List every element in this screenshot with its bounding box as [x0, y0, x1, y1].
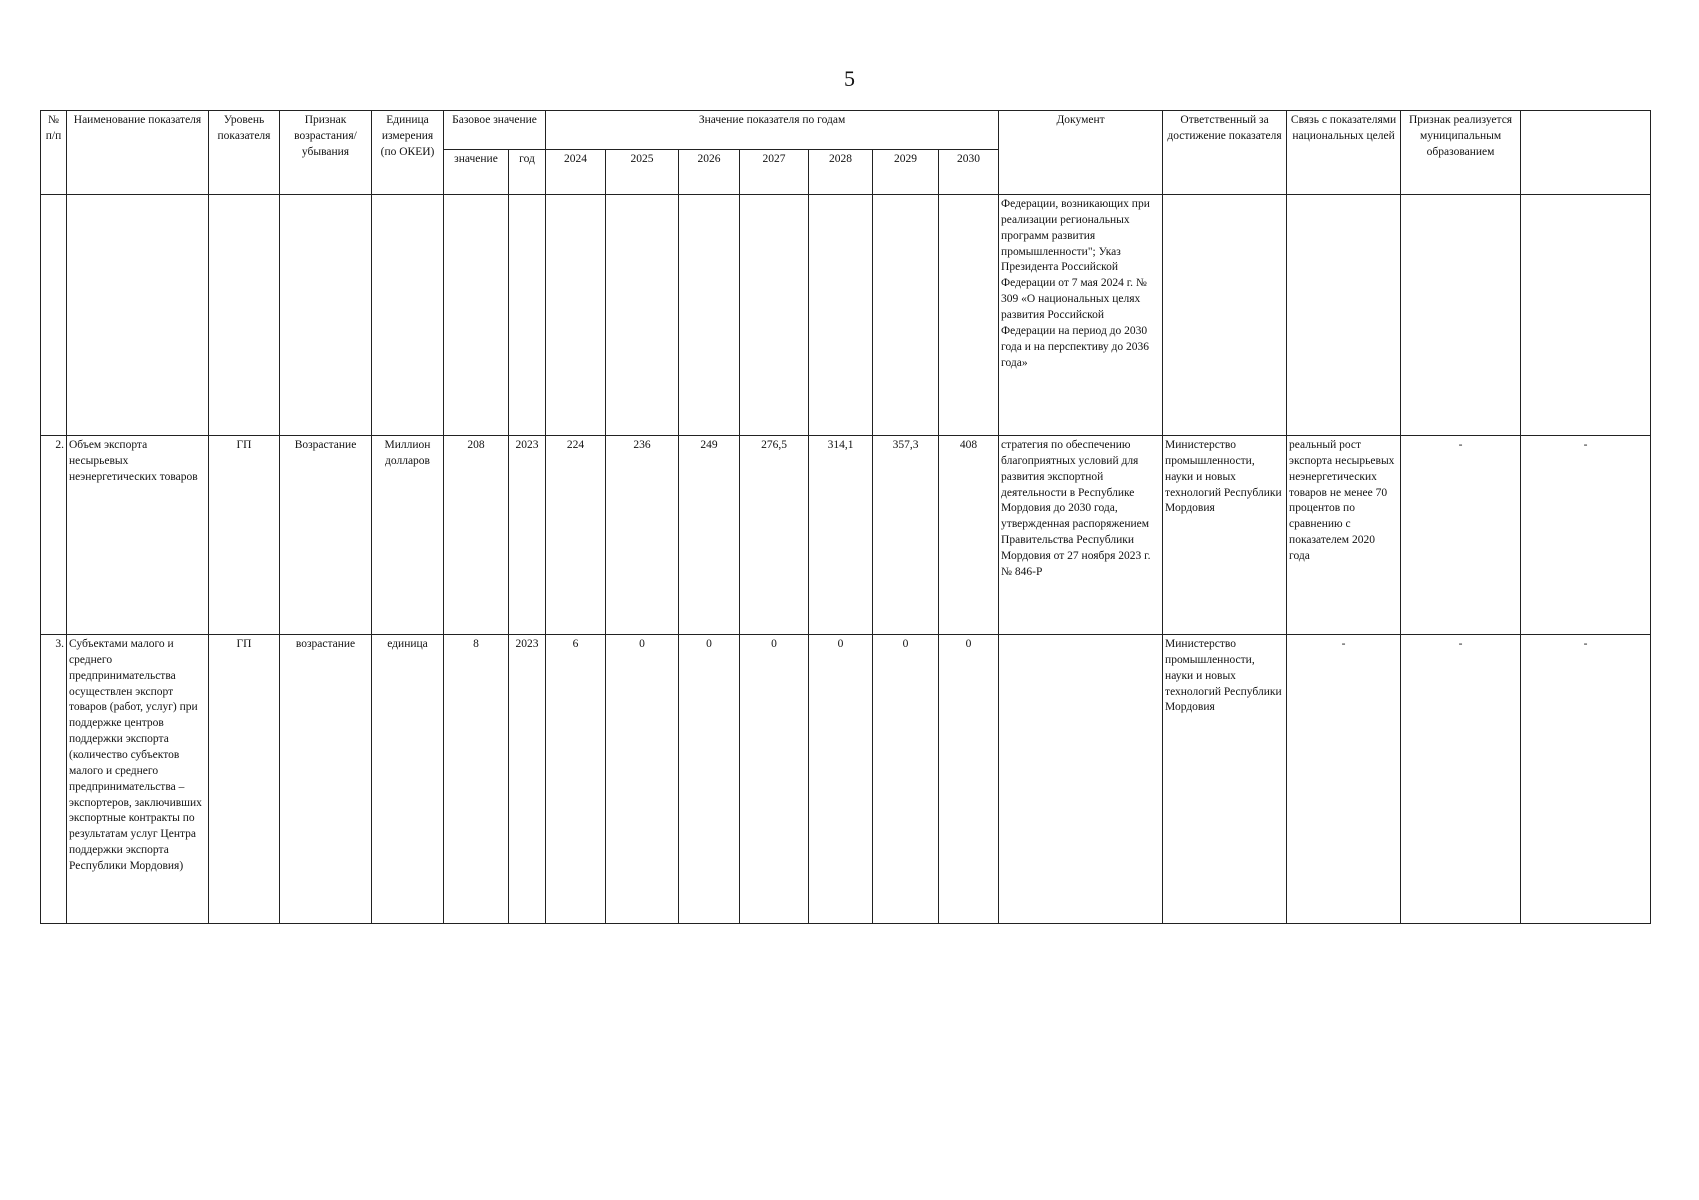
row-base-year	[509, 195, 546, 436]
indicators-table	[40, 110, 1651, 924]
header-year-2025: 2025	[606, 150, 679, 195]
header-extra	[1521, 111, 1651, 195]
header-base-value: значение	[444, 150, 509, 195]
header-name: Наименование показателя	[67, 111, 209, 195]
row-value-2024: 224	[546, 436, 606, 635]
header-num: № п/п	[41, 111, 67, 195]
header-row-top	[41, 111, 1651, 150]
row-municipal: -	[1401, 436, 1521, 635]
row-unit: единица	[372, 635, 444, 924]
row-extra	[1521, 195, 1651, 436]
row-unit	[372, 195, 444, 436]
header-document: Документ	[999, 111, 1163, 195]
row-value-2028	[809, 195, 873, 436]
header-trend: Признак возрастания/ убывания	[280, 111, 372, 195]
header-year-2026: 2026	[679, 150, 740, 195]
row-value-2029: 357,3	[873, 436, 939, 635]
header-year-2030: 2030	[939, 150, 999, 195]
row-value-2030: 0	[939, 635, 999, 924]
row-trend	[280, 195, 372, 436]
row-national-link: реальный рост экспорта несырьевых неэнергетических товаров не менее 70 процентов по сравнению с показателем 2020 года	[1287, 436, 1401, 635]
row-value-2027: 0	[740, 635, 809, 924]
row-municipal	[1401, 195, 1521, 436]
row-level: ГП	[209, 436, 280, 635]
header-years: Значение показателя по годам	[546, 111, 999, 150]
row-value-2029	[873, 195, 939, 436]
row-value-2025	[606, 195, 679, 436]
row-document	[999, 635, 1163, 924]
header-national-link: Связь с показателями национальных целей	[1287, 111, 1401, 195]
row-document: Федерации, возникающих при реализации региональных программ развития промышленности"; Указ Президента Российской Федерации от 7 мая 2024 г. № 309 «О национальных целях развития Российской Федерации на период до 2030 года и на перспективу до 2036 года»	[999, 195, 1163, 436]
row-value-2030: 408	[939, 436, 999, 635]
header-level: Уровень показателя	[209, 111, 280, 195]
row-municipal: -	[1401, 635, 1521, 924]
table-row	[41, 635, 1651, 924]
row-national-link: -	[1287, 635, 1401, 924]
header-base-year: год	[509, 150, 546, 195]
row-base-value: 208	[444, 436, 509, 635]
row-name	[67, 195, 209, 436]
row-value-2026: 249	[679, 436, 740, 635]
row-extra: -	[1521, 635, 1651, 924]
row-num: 2.	[41, 436, 67, 635]
row-level: ГП	[209, 635, 280, 924]
header-year-2027: 2027	[740, 150, 809, 195]
header-responsible: Ответственный за достижение показателя	[1163, 111, 1287, 195]
row-name: Субъектами малого и среднего предпринимательства осуществлен экспорт товаров (работ, услуг) при поддержке центров поддержки экспорта (количество субъектов малого и среднего предпринимательства – экспортеров, заключивших экспортные контракты по результатам услуг Центра поддержки экспорта Республики Мордовия)	[67, 635, 209, 924]
row-trend: возрастание	[280, 635, 372, 924]
row-base-year: 2023	[509, 436, 546, 635]
header-year-2024: 2024	[546, 150, 606, 195]
row-document: стратегия по обеспечению благоприятных условий для развития экспортной деятельности в Республике Мордовия до 2030 года, утвержденная распоряжением Правительства Республики Мордовия от 27 ноября 2023 г. № 846-Р	[999, 436, 1163, 635]
header-year-2028: 2028	[809, 150, 873, 195]
row-unit: Миллион долларов	[372, 436, 444, 635]
header-municipal: Признак реализуется муниципальным образованием	[1401, 111, 1521, 195]
row-responsible: Министерство промышленности, науки и новых технологий Республики Мордовия	[1163, 635, 1287, 924]
row-value-2027	[740, 195, 809, 436]
row-extra: -	[1521, 436, 1651, 635]
row-level	[209, 195, 280, 436]
page-number: 5	[844, 66, 855, 91]
row-responsible	[1163, 195, 1287, 436]
row-base-year: 2023	[509, 635, 546, 924]
row-trend: Возрастание	[280, 436, 372, 635]
row-national-link	[1287, 195, 1401, 436]
row-name: Объем экспорта несырьевых неэнергетических товаров	[67, 436, 209, 635]
row-value-2025: 236	[606, 436, 679, 635]
row-num: 3.	[41, 635, 67, 924]
row-value-2028: 0	[809, 635, 873, 924]
row-base-value: 8	[444, 635, 509, 924]
row-value-2024	[546, 195, 606, 436]
row-value-2028: 314,1	[809, 436, 873, 635]
row-value-2026: 0	[679, 635, 740, 924]
row-value-2024: 6	[546, 635, 606, 924]
header-year-2029: 2029	[873, 150, 939, 195]
row-value-2030	[939, 195, 999, 436]
row-base-value	[444, 195, 509, 436]
header-unit: Единица измерения (по ОКЕИ)	[372, 111, 444, 195]
table-row	[41, 436, 1651, 635]
row-num	[41, 195, 67, 436]
row-value-2029: 0	[873, 635, 939, 924]
header-base: Базовое значение	[444, 111, 546, 150]
row-value-2026	[679, 195, 740, 436]
row-value-2025: 0	[606, 635, 679, 924]
row-responsible: Министерство промышленности, науки и новых технологий Республики Мордовия	[1163, 436, 1287, 635]
row-value-2027: 276,5	[740, 436, 809, 635]
table-row	[41, 195, 1651, 436]
